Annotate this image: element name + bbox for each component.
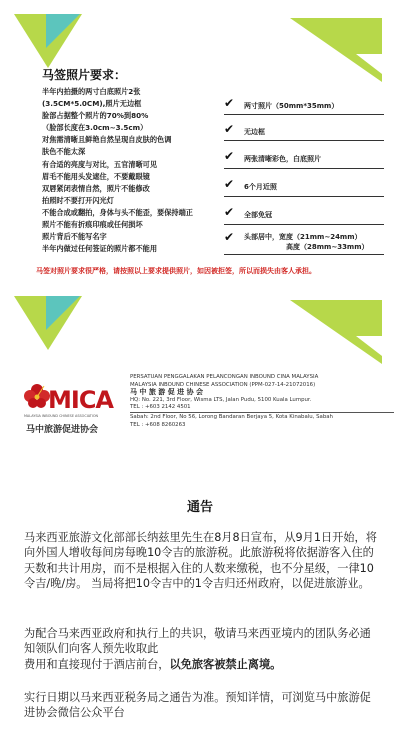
- checklist-label: 无边框: [244, 128, 265, 136]
- checklist-label: 高度（28mm~33mm）: [286, 243, 369, 251]
- checklist-item: [224, 120, 384, 141]
- requirement-line: 双唇紧闭表情自然，照片不能修改: [42, 183, 150, 193]
- requirement-line: 有合适的亮度与对比，五官清晰可见: [42, 159, 158, 169]
- check-icon: ✔: [224, 122, 235, 136]
- notice-title: 通告: [186, 500, 213, 515]
- requirement-line: (3.5CM*5.0CM),照片无边框: [42, 99, 142, 109]
- checklist-item: [224, 94, 384, 115]
- checklist-label: 两寸照片（50mm*35mm）: [244, 102, 339, 110]
- checklist-item: [224, 174, 384, 197]
- check-icon: ✔: [224, 177, 235, 191]
- notice-paragraph-2-text-b: 费用和直接现付于酒店前台，: [24, 657, 170, 671]
- mica-contact-info: [130, 374, 394, 429]
- requirements-list: [42, 86, 235, 255]
- requirement-line: 不能合成或翻拍，身体与头不能歪，要保持端正: [42, 207, 193, 217]
- checklist-label: 两张清晰彩色，白底照片: [244, 155, 321, 163]
- hq-phone: TEL : +603 2142 4501: [130, 404, 394, 413]
- checklist-label: 头部居中，宽度（21mm~24mm）: [244, 233, 362, 241]
- check-icon: ✔: [224, 230, 235, 244]
- requirement-line: 脸部占据整个照片的70%到80%: [42, 111, 149, 121]
- requirement-line: 照片不能有折痕印痕或任何损坏: [42, 220, 143, 230]
- sabah-address: Sabah: 2nd Floor, No 56, Lorong Bandaran Berjaya 5, Kota Kinabalu, Sabah: [130, 413, 333, 420]
- check-icon: ✔: [224, 96, 235, 110]
- notice-emphasis: 以免旅客被禁止离境。: [169, 657, 282, 671]
- check-icon: ✔: [224, 149, 235, 163]
- photo-warning: 马签对照片要求很严格，请按照以上要求提供照片，如因被拒签，所以而损失由客人承担。: [36, 267, 316, 275]
- requirement-line: 半年内做过任何签证的照片都不能用: [42, 244, 158, 254]
- check-icon: ✔: [224, 205, 235, 219]
- requirement-line: 拍照时不要打开闪光灯: [42, 195, 114, 205]
- logo-chinese-name: 马中旅游促进协会: [26, 425, 99, 435]
- hibiscus-icon: [24, 382, 50, 412]
- registration-number: (PPM-027-14-21072016): [249, 381, 316, 388]
- association-name-malay: PERSATUAN PENGGALAKAN PELANCONGAN INBOUND CINA MALAYSIA: [130, 374, 319, 380]
- checklist-label: 全部免冠: [244, 211, 272, 219]
- notice-paragraph-3: 实行日期以马来西亚税务局之通告为准。预知详情，可浏览马中旅游促进协会微信公众平台: [24, 691, 371, 720]
- logo-wordmark: MICA: [48, 386, 113, 414]
- requirement-line: 肤色不能太深: [42, 147, 86, 157]
- checklist-item: [224, 202, 384, 225]
- mica-letterhead: [8, 372, 394, 442]
- checklist-item: [224, 228, 384, 255]
- notice-paragraph-2: [24, 626, 380, 672]
- mica-logo: [24, 376, 114, 440]
- notice-paragraph-1: 马来西亚旅游文化部部长纳兹里先生在8月8日宣布，从9月1日开始，将向外国人增收每间房每晚10令吉的旅游税。此旅游税将依据游客入住的天数和共计用房，而不是根据入住的人数来缴税，也不分星级，一律10令吉/晚/房。 当局将把10令吉中的1令吉归还州政府，以促进旅游业。: [24, 531, 377, 590]
- association-name-chinese: 马 中 旅 游 促 进 协 会: [130, 388, 204, 397]
- notice-paragraph-2-text: 为配合马来西亚政府和执行上的共识，敬请马来西亚境内的团队务必通知领队们向客人预先收取此: [24, 627, 371, 656]
- requirement-line: 照片背后不能写名字: [42, 232, 107, 242]
- requirement-line: 半年内拍摄的两寸白底照片2张: [42, 87, 141, 96]
- checklist-item: [224, 146, 384, 169]
- association-name-en-text: MALAYSIA INBOUND CHINESE ASSOCIATION: [130, 381, 248, 388]
- checklist-label: 6个月近照: [244, 183, 277, 191]
- sabah-phone: TEL : +608 8260263: [130, 421, 186, 428]
- photo-requirements-title: 马签照片要求：: [42, 68, 127, 82]
- hq-address: HQ: No. 221, 3rd Floor, Wisma LTS, Jalan Pudu, 5100 Kuala Lumpur.: [130, 396, 312, 403]
- requirement-line: 眉毛不能用头发遮住，不要戴眼镜: [42, 171, 150, 181]
- requirement-line: 对焦需清晰且鲜艳自然呈现自皮肤的色调: [42, 135, 172, 145]
- logo-subtitle: MALAYSIA INBOUND CHINESE ASSOCIATION: [24, 414, 99, 418]
- requirement-line: （脸部长度在3.0cm~3.5cm）: [42, 123, 148, 133]
